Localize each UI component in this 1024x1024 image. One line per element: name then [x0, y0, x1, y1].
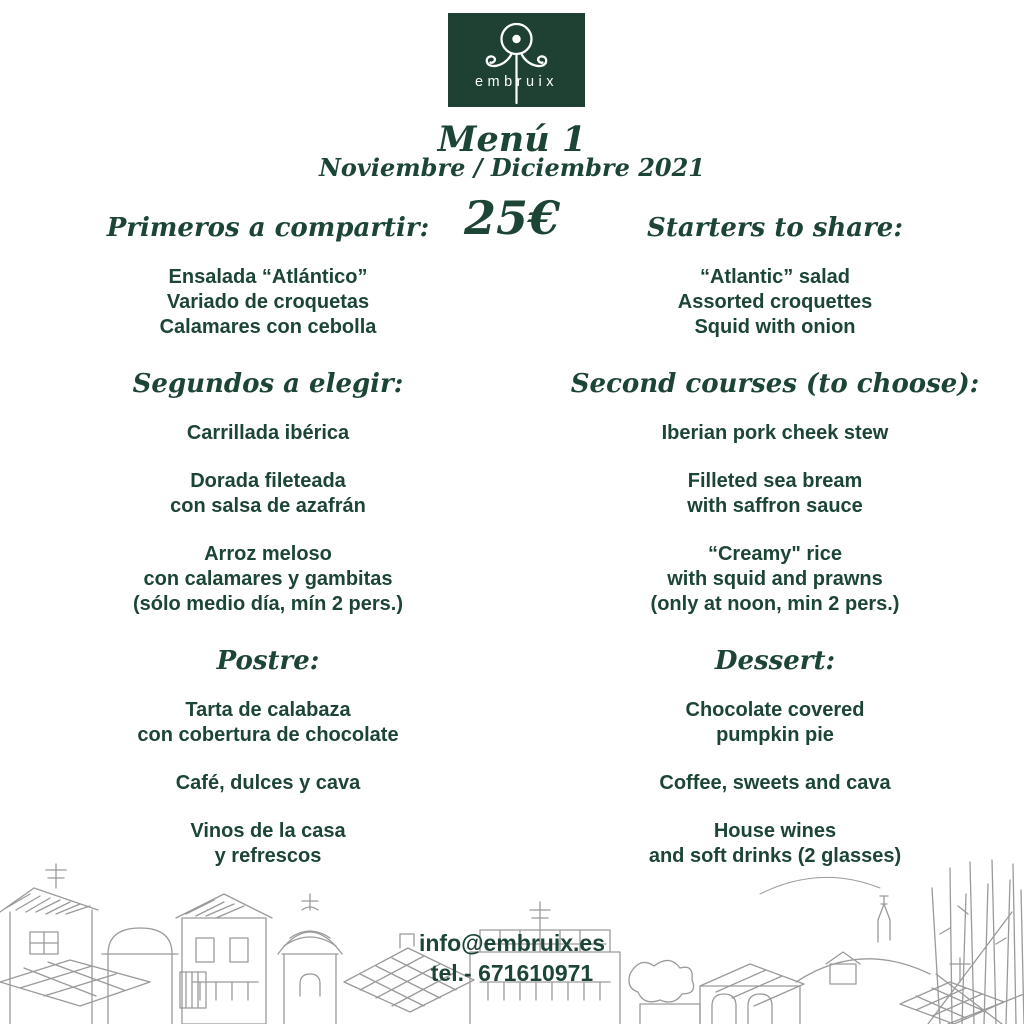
- menu-column-spanish: [58, 212, 478, 869]
- dish: [565, 542, 985, 617]
- dish: [565, 698, 985, 748]
- section-heading: Segundos a elegir:: [132, 369, 404, 399]
- dish: [58, 469, 478, 519]
- dish-line: con salsa de azafrán: [170, 495, 366, 517]
- dish: [565, 265, 985, 340]
- dish-line: Café, dulces y cava: [175, 772, 361, 794]
- dish: [58, 698, 478, 748]
- dish: [58, 771, 478, 796]
- dish-line: (only at noon, min 2 pers.): [650, 593, 900, 615]
- dish-line: Squid with onion: [694, 316, 856, 338]
- dish: [58, 265, 478, 340]
- dish-line: Carrillada ibérica: [186, 422, 350, 444]
- dish-line: Ensalada “Atlántico”: [168, 266, 368, 288]
- section-heading: Dessert:: [714, 646, 836, 676]
- menu-column-english: [565, 212, 985, 869]
- menu-title: Menú 1: [437, 119, 587, 160]
- dish-line: Variado de croquetas: [166, 291, 370, 313]
- dish: [565, 771, 985, 796]
- section-heading: Primeros a compartir:: [106, 213, 430, 243]
- dish: [58, 542, 478, 617]
- dish-line: Vinos de la casa: [190, 820, 346, 842]
- contact-email: info@embruix.es: [418, 930, 606, 956]
- dish-line: Iberian pork cheek stew: [661, 422, 889, 444]
- dish-line: Assorted croquettes: [677, 291, 873, 313]
- dish-line: with saffron sauce: [687, 495, 863, 517]
- dish-line: Coffee, sweets and cava: [659, 772, 891, 794]
- dish-line: Calamares con cebolla: [159, 316, 377, 338]
- brand-logo: [448, 13, 585, 107]
- dish: [565, 469, 985, 519]
- menu-price: 25€: [463, 191, 561, 245]
- contact-phone: tel.- 671610971: [430, 960, 594, 986]
- dish-line: Dorada fileteada: [190, 470, 346, 492]
- dish-line: Chocolate covered: [685, 699, 865, 721]
- dish-line: and soft drinks (2 glasses): [648, 845, 902, 867]
- dish-line: con cobertura de chocolate: [137, 724, 399, 746]
- dish-line: with squid and prawns: [667, 568, 883, 590]
- section-heading: Second courses (to choose):: [570, 369, 980, 399]
- dish-line: “Creamy" rice: [707, 543, 842, 565]
- dish-line: Tarta de calabaza: [185, 699, 351, 721]
- section-heading: Starters to share:: [647, 213, 903, 243]
- dish-line: “Atlantic” salad: [699, 266, 851, 288]
- dish-line: con calamares y gambitas: [143, 568, 393, 590]
- dish-line: Arroz meloso: [204, 543, 332, 565]
- dish-line: pumpkin pie: [716, 724, 834, 746]
- dish: [58, 421, 478, 446]
- dish-line: (sólo medio día, mín 2 pers.): [132, 593, 404, 615]
- brand-name: embruix: [474, 74, 559, 90]
- dish-line: House wines: [713, 820, 837, 842]
- dish-line: Filleted sea bream: [687, 470, 863, 492]
- section-heading: Postre:: [216, 646, 320, 676]
- hatpin-swirl-icon: [448, 13, 585, 107]
- menu-subtitle: Noviembre / Diciembre 2021: [318, 153, 705, 182]
- dish: [565, 421, 985, 446]
- footer-contact: [0, 928, 1024, 988]
- dish-line: y refrescos: [214, 845, 322, 867]
